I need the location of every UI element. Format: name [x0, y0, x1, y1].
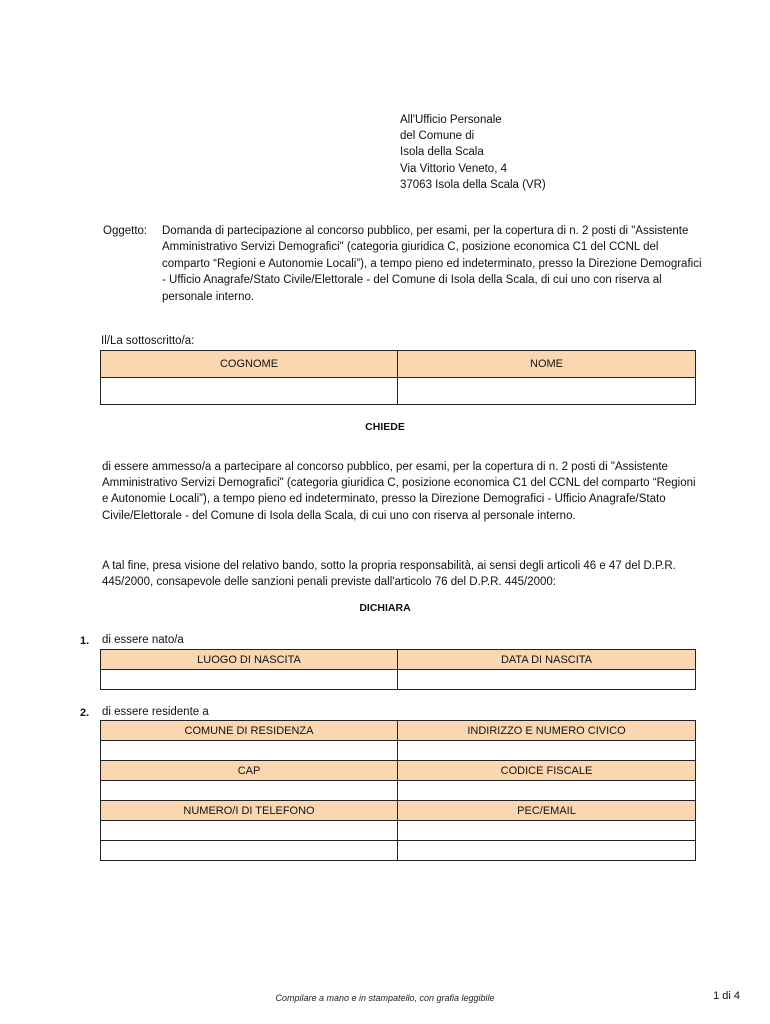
recipient-address: [400, 112, 546, 193]
cognome-header: COGNOME: [101, 351, 398, 378]
footer-note: Compilare a mano e in stampatello, con grafia leggibile: [275, 993, 495, 1003]
nome-field[interactable]: [398, 378, 696, 405]
page-number: 1 di 4: [713, 990, 740, 1002]
cap-header: CAP: [101, 761, 398, 781]
dichiara-heading: DICHIARA: [359, 602, 411, 614]
luogo-nascita-field[interactable]: [101, 670, 398, 690]
telefono-field[interactable]: [101, 821, 398, 841]
residence-table: [100, 720, 696, 861]
cap-field[interactable]: [101, 781, 398, 801]
indirizzo-field[interactable]: [398, 741, 696, 761]
oggetto-text: Domanda di partecipazione al concorso pubblico, per esami, per la copertura di n. 2 posti di "Assistente Amministrativo Servizi Demografici" (categoria giuridica C, posizione economica C1 del CCNL del comparto “Regioni e Autonomie Locali”), a tempo pieno ed indeterminato, presso la Direzione Demografici - Ufficio Anagrafe/Stato Civile/Elettorale - del Comune di Isola della Scala, di cui uno con riserva al personale interno.: [162, 225, 702, 303]
chiede-text: di essere ammesso/a a partecipare al concorso pubblico, per esami, per la copertura di n. 2 posti di "Assistente Amministrativo Servizi Demografici" (categoria giuridica C, posizione economica C1 del CCNL del comparto “Regioni e Autonomie Locali”), a tempo pieno ed indeterminato, presso la Direzione Demografici - Ufficio Anagrafe/Stato Civile/Elettorale - del Comune di Isola della Scala, di cui uno con riserva al personale interno.: [102, 461, 696, 522]
address-line: All'Ufficio Personale: [400, 114, 502, 126]
address-line: Via Vittorio Veneto, 4: [400, 162, 507, 175]
sottoscritto-label: Il/La sottoscritto/a:: [101, 335, 195, 347]
item-label: di essere nato/a: [102, 634, 184, 646]
telefono-field-2[interactable]: [101, 841, 398, 861]
indirizzo-header: INDIRIZZO E NUMERO CIVICO: [398, 721, 696, 741]
pec-email-header: PEC/EMAIL: [398, 801, 696, 821]
pec-email-field[interactable]: [398, 821, 696, 841]
comune-residenza-header: COMUNE DI RESIDENZA: [101, 721, 398, 741]
data-nascita-field[interactable]: [398, 670, 696, 690]
luogo-nascita-header: LUOGO DI NASCITA: [101, 650, 398, 670]
nome-header: NOME: [398, 351, 696, 378]
item-label: di essere residente a: [102, 706, 209, 718]
birth-table: [100, 649, 696, 690]
name-table: [100, 350, 696, 405]
item-number: 2.: [80, 707, 90, 719]
data-nascita-header: DATA DI NASCITA: [398, 650, 696, 670]
item-number: 1.: [80, 635, 90, 647]
codice-fiscale-field[interactable]: [398, 781, 696, 801]
pec-email-field-2[interactable]: [398, 841, 696, 861]
cognome-field[interactable]: [101, 378, 398, 405]
chiede-heading: CHIEDE: [365, 421, 405, 433]
comune-residenza-field[interactable]: [101, 741, 398, 761]
telefono-header: NUMERO/I DI TELEFONO: [101, 801, 398, 821]
a-tal-fine-text: A tal fine, presa visione del relativo bando, sotto la propria responsabilità, ai sensi degli articoli 46 e 47 del D.P.R. 445/2000, consapevole delle sanzioni penali previste dall'articolo 76 del D.P.R. 445/2000:: [102, 560, 676, 589]
address-line: del Comune di: [400, 130, 475, 143]
oggetto-label: Oggetto:: [103, 225, 148, 237]
address-line: 37063 Isola della Scala (VR): [400, 178, 546, 191]
address-line: Isola della Scala: [400, 146, 484, 159]
codice-fiscale-header: CODICE FISCALE: [398, 761, 696, 781]
